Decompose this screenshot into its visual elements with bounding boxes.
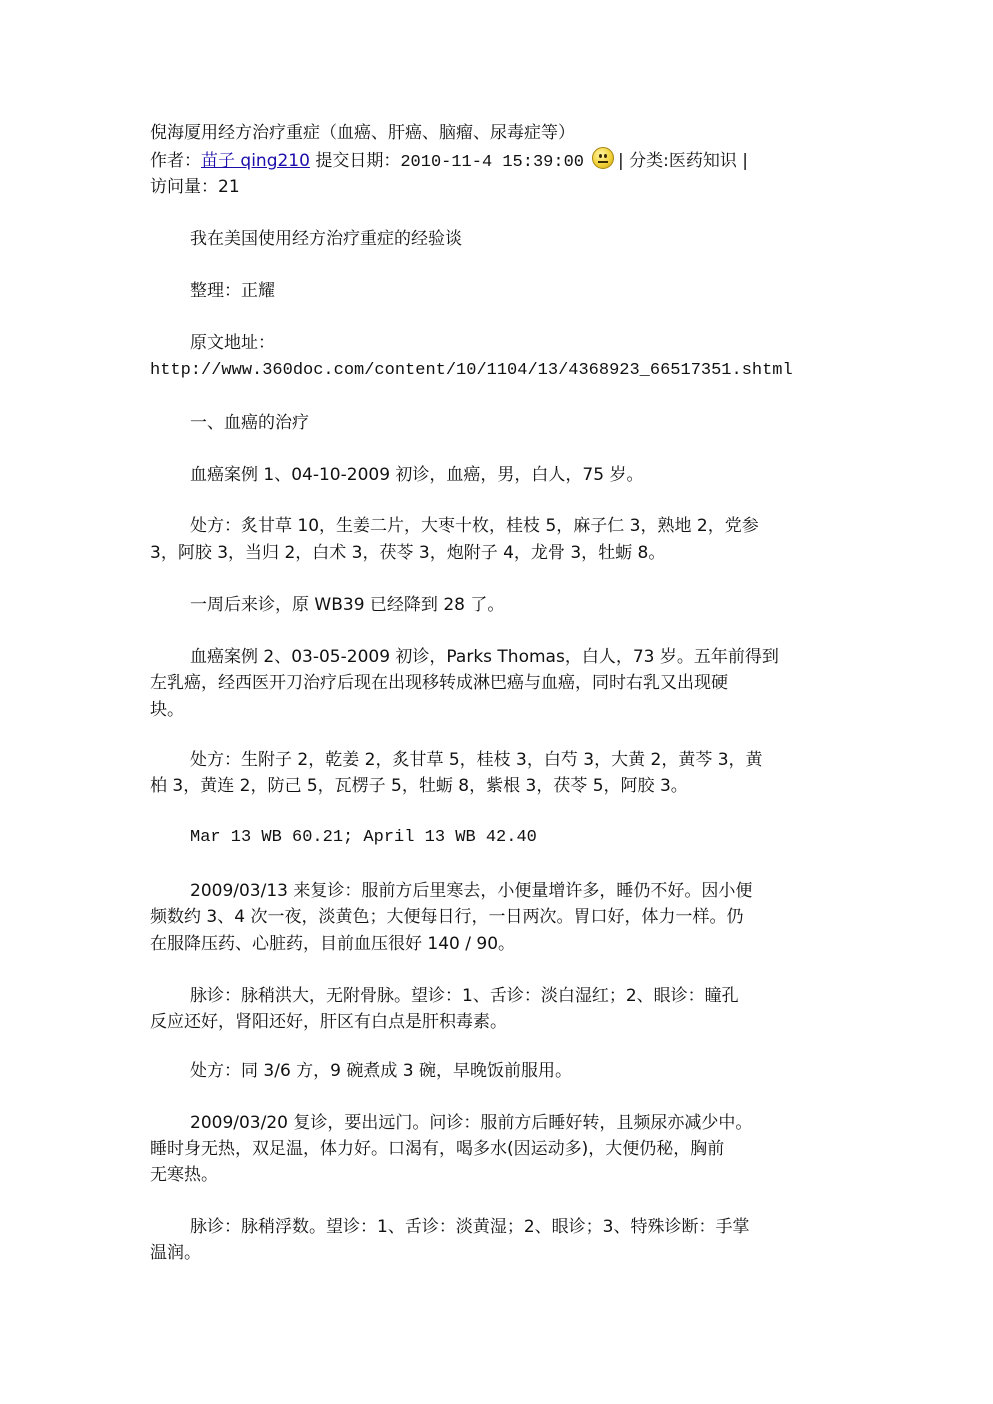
author-label: 作者： [150,151,201,171]
rx1-line1: 处方：炙甘草 10，生姜二片，大枣十枚，桂枝 5，麻子仁 3，熟地 2，党参 [190,516,759,536]
article-title: 倪海厦用经方治疗重症（血癌、肝癌、脑瘤、尿毒症等） [150,123,575,143]
visit0320-line1: 2009/03/20 复诊，要出远门。问诊：服前方后睡好转，且频尿亦减少中。 [190,1113,753,1133]
visits-line [150,174,850,200]
author-link[interactable]: 苗子 qing210 [201,151,310,171]
source-url[interactable]: http://www.360doc.com/content/10/1104/13/4368923_66517351.shtml [150,361,793,380]
visit0320-line2: 睡时身无热，双足温，体力好。口渴有，喝多水(因运动多)，大便仍秘，胸前 [150,1139,725,1159]
case2-line2: 左乳癌，经西医开刀治疗后现在出现移转成淋巴癌与血癌，同时右乳又出现硬 [150,673,728,693]
case1-paragraph: 血癌案例 1、04-10-2009 初诊，血癌，男，白人，75 岁。 [190,465,644,485]
category-text: | 分类:医药知识 | [617,151,748,171]
section1-title: 一、血癌的治疗 [190,413,309,433]
rx1-line2: 3，阿胶 3，当归 2，白术 3，茯苓 3，炮附子 4，龙骨 3，牡蛎 8。 [150,543,666,563]
date-value: 2010-11-4 15:39:00 [400,153,584,172]
wb-values: Mar 13 WB 60.21; April 13 WB 42.40 [190,828,537,847]
visit0313-line1: 2009/03/13 来复诊：服前方后里寒去，小便量增许多，睡仍不好。因小便 [190,881,753,901]
visit0313-line2: 频数约 3、4 次一夜，淡黄色；大便每日行，一日两次。胃口好，体力一样。仍 [150,907,744,927]
case2-line3: 块。 [150,700,184,720]
pulse1-line2: 反应还好，肾阳还好，肝区有白点是肝积毒素。 [150,1012,507,1032]
pulse1-line1: 脉诊：脉稍洪大，无附骨脉。望诊：1、舌诊：淡白湿红；2、眼诊：瞳孔 [190,986,739,1006]
followup1-paragraph: 一周后来诊，原 WB39 已经降到 28 了。 [190,595,505,615]
rx2-line1: 处方：生附子 2，乾姜 2，炙甘草 5，桂枝 3，白芍 3，大黄 2，黄芩 3，黄 [190,750,763,770]
case2-line1: 血癌案例 2、03-05-2009 初诊，Parks Thomas，白人，73 岁。五年前得到 [190,647,779,667]
smiley-icon [592,147,614,169]
pulse2-line2: 温润。 [150,1243,201,1263]
visits-label: 访问量： [150,177,218,197]
rx2-line2: 柏 3，黄连 2，防己 5，瓦楞子 5，牡蛎 8，紫根 3，茯苓 5，阿胶 3。 [150,776,688,796]
source-label: 原文地址： [190,333,275,353]
pulse2-line1: 脉诊：脉稍浮数。望诊：1、舌诊：淡黄湿；2、眼诊；3、特殊诊断：手掌 [190,1217,750,1237]
rx3-paragraph: 处方：同 3/6 方，9 碗煮成 3 碗，早晚饭前服用。 [190,1061,573,1081]
visit0320-line3: 无寒热。 [150,1165,218,1185]
editor-line: 整理：正耀 [190,281,275,301]
date-label: 提交日期： [315,151,401,171]
visits-value: 21 [218,177,240,197]
section-heading: 我在美国使用经方治疗重症的经验谈 [190,229,462,249]
visit0313-line3: 在服降压药、心脏药，目前血压很好 140 / 90。 [150,934,516,954]
meta-line [150,147,850,176]
